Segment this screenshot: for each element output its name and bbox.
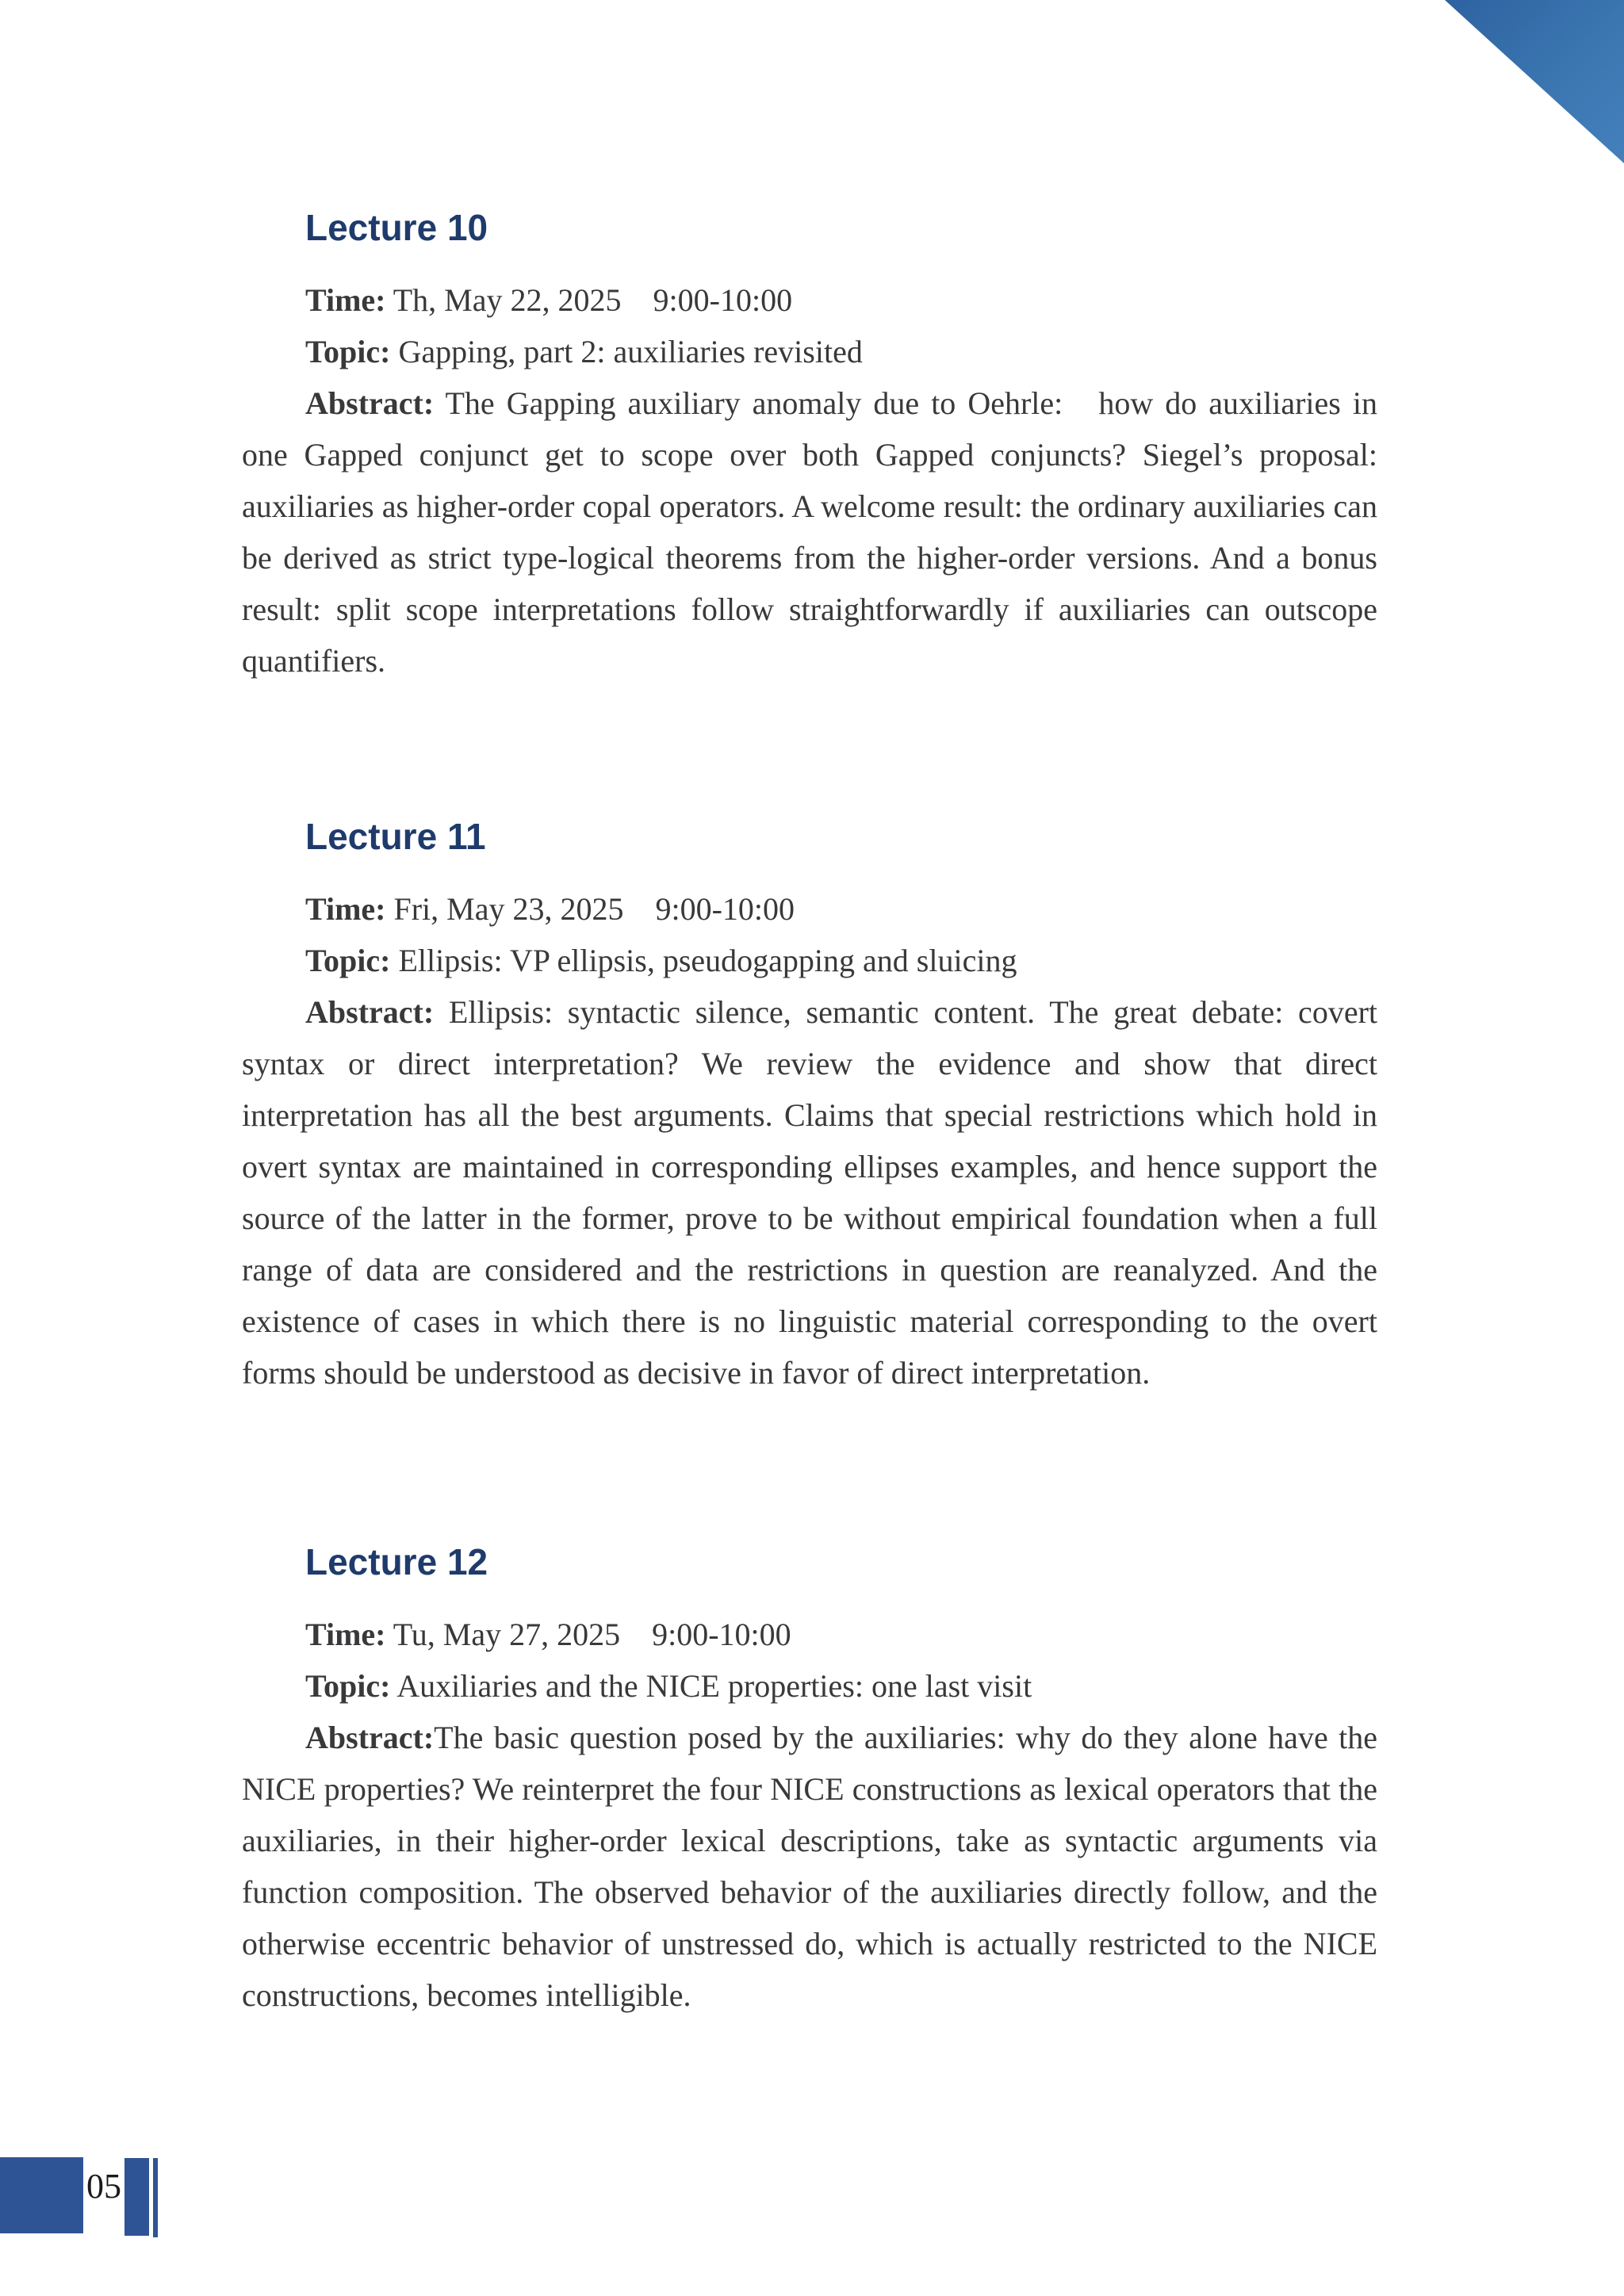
- time-range: 9:00-10:00: [652, 1617, 791, 1652]
- lecture-title: Lecture 12: [305, 1541, 488, 1582]
- topic-line: [242, 935, 1377, 986]
- time-range: 9:00-10:00: [653, 282, 793, 318]
- lecture-title: Lecture 10: [305, 207, 488, 248]
- time-date: Fri, May 23, 2025: [393, 891, 624, 927]
- corner-triangle-decoration: [1445, 0, 1624, 163]
- abstract-text: The Gapping auxiliary anomaly due to Oehrle: how do auxiliaries in one Gapped conjunct get to scope over both Gapped conjuncts? Siegel’s proposal: auxiliaries as higher-order copal operators. A welcome result: the ordinary auxiliaries can be derived as strict type-logical theorems from the higher-order versions. And a bonus result: split scope interpretations follow straightforwardly if auxiliaries can outscope quantifiers.: [242, 385, 1385, 679]
- lecture-section-12: [242, 1399, 1385, 2021]
- abstract-paragraph: [242, 986, 1386, 1399]
- abstract-text: Ellipsis: syntactic silence, semantic content. The great debate: covert syntax or direct interpretation? We review the evidence and show that direct interpretation has all the best arguments. Claims that special restrictions which hold in overt syntax are maintained in corresponding ellipses examples, and hence support the source of the latter in the former, prove to be without empirical foundation when a full range of data are considered and the restrictions in question are reanalyzed. And the existence of cases in which there is no linguistic material corresponding to the overt forms should be understood as decisive in favor of direct interpretation.: [242, 994, 1386, 1391]
- footer-square-decoration: [0, 2157, 83, 2233]
- abstract-label: Abstract:: [305, 385, 435, 421]
- time-label: Time:: [305, 891, 386, 927]
- topic-label: Topic:: [305, 334, 391, 369]
- time-label: Time:: [305, 1617, 386, 1652]
- abstract-paragraph: [242, 377, 1385, 687]
- topic-line: [242, 326, 1377, 377]
- time-date: Tu, May 27, 2025: [393, 1617, 621, 1652]
- page-number: 05: [86, 2167, 121, 2206]
- footer-bar-thin-decoration: [153, 2158, 158, 2237]
- time-line: [242, 1609, 1377, 1660]
- topic-line: [242, 1660, 1377, 1712]
- time-label: Time:: [305, 282, 386, 318]
- abstract-separator: [434, 994, 449, 1030]
- lecture-program-content: [242, 0, 1386, 2021]
- time-date: Th, May 22, 2025: [393, 282, 622, 318]
- lecture-section-11: [242, 687, 1386, 1399]
- topic-text: Auxiliaries and the NICE properties: one last visit: [396, 1668, 1032, 1704]
- abstract-paragraph: [242, 1712, 1385, 2021]
- topic-text: Gapping, part 2: auxiliaries revisited: [398, 334, 863, 369]
- time-range: 9:00-10:00: [655, 891, 795, 927]
- topic-label: Topic:: [305, 943, 391, 978]
- abstract-label: Abstract:: [305, 1720, 435, 1755]
- abstract-text: The basic question posed by the auxiliaries: why do they alone have the NICE properties? We reinterpret the four NICE constructions as lexical operators that the auxiliaries, in their higher-order lexical descriptions, take as syntactic arguments via function composition. The observed behavior of the auxiliaries directly follow, and the otherwise eccentric behavior of unstressed do, which is actually restricted to the NICE constructions, becomes intelligible.: [242, 1720, 1385, 2013]
- topic-text: Ellipsis: VP ellipsis, pseudogapping and sluicing: [398, 943, 1017, 978]
- topic-label: Topic:: [305, 1668, 391, 1704]
- time-line: [242, 274, 1377, 326]
- abstract-separator: [434, 385, 445, 421]
- time-line: [242, 883, 1377, 935]
- lecture-title: Lecture 11: [305, 816, 486, 857]
- abstract-label: Abstract:: [305, 994, 435, 1030]
- lecture-section-10: [242, 0, 1385, 687]
- footer-bar-decoration: [124, 2158, 149, 2236]
